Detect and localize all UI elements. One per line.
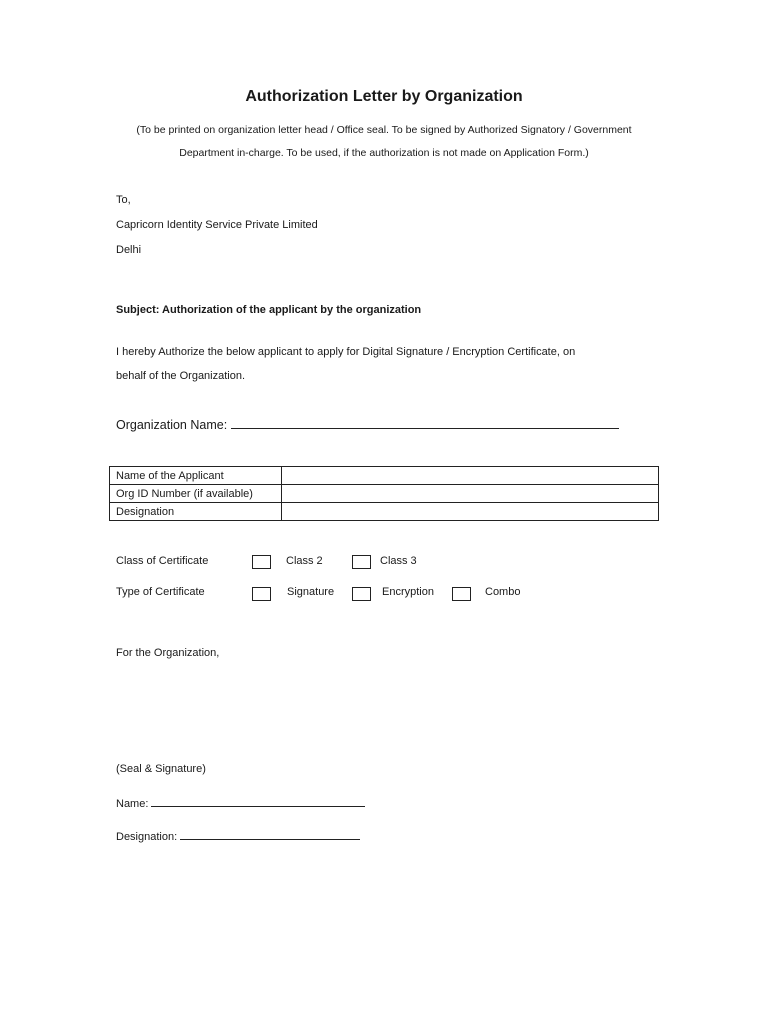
signature-label: Signature [287, 586, 335, 598]
instruction-note-line-1: (To be printed on organization letter head / Office seal. To be signed by Authorized Signatory / Government [136, 124, 632, 136]
signatory-designation-label: Designation: [116, 831, 178, 843]
class-3-label: Class 3 [380, 555, 417, 567]
combo-checkbox[interactable] [452, 587, 471, 601]
body-text-line-1: I hereby Authorize the below applicant to apply for Digital Signature / Encryption Certificate, on [116, 346, 576, 358]
applicant-name-value[interactable] [282, 467, 659, 485]
address-company: Capricorn Identity Service Private Limited [116, 219, 318, 231]
type-of-certificate-label: Type of Certificate [116, 586, 205, 598]
organization-name-label: Organization Name: [116, 418, 228, 432]
signatory-designation-field[interactable] [116, 828, 360, 843]
combo-label: Combo [485, 586, 521, 598]
table-row [110, 503, 659, 521]
applicant-name-label: Name of the Applicant [110, 467, 282, 485]
signatory-name-label: Name: [116, 798, 149, 810]
instruction-note-line-2: Department in-charge. To be used, if the authorization is not made on Application Form.) [179, 147, 589, 159]
org-id-label: Org ID Number (if available) [110, 485, 282, 503]
applicant-details-table [109, 466, 659, 521]
designation-label: Designation [110, 503, 282, 521]
designation-value[interactable] [282, 503, 659, 521]
signatory-name-field[interactable] [116, 795, 365, 810]
signatory-name-blank[interactable] [151, 795, 365, 807]
body-text-line-2: behalf of the Organization. [116, 370, 246, 382]
class-3-checkbox[interactable] [352, 555, 371, 569]
table-row [110, 467, 659, 485]
signature-checkbox[interactable] [252, 587, 271, 601]
signatory-designation-blank[interactable] [180, 828, 360, 840]
encryption-checkbox[interactable] [352, 587, 371, 601]
document-title: Authorization Letter by Organization [245, 88, 523, 105]
org-id-value[interactable] [282, 485, 659, 503]
table-row [110, 485, 659, 503]
subject-line: Subject: Authorization of the applicant by the organization [116, 304, 422, 316]
organization-name-blank[interactable] [231, 416, 619, 429]
organization-name-field[interactable] [116, 416, 619, 432]
address-city: Delhi [116, 244, 142, 256]
class-2-label: Class 2 [286, 555, 323, 567]
address-to: To, [116, 194, 131, 206]
class-2-checkbox[interactable] [252, 555, 271, 569]
encryption-label: Encryption [382, 586, 434, 598]
for-the-organization: For the Organization, [116, 647, 220, 659]
seal-signature-caption: (Seal & Signature) [116, 763, 206, 775]
class-of-certificate-label: Class of Certificate [116, 555, 209, 567]
